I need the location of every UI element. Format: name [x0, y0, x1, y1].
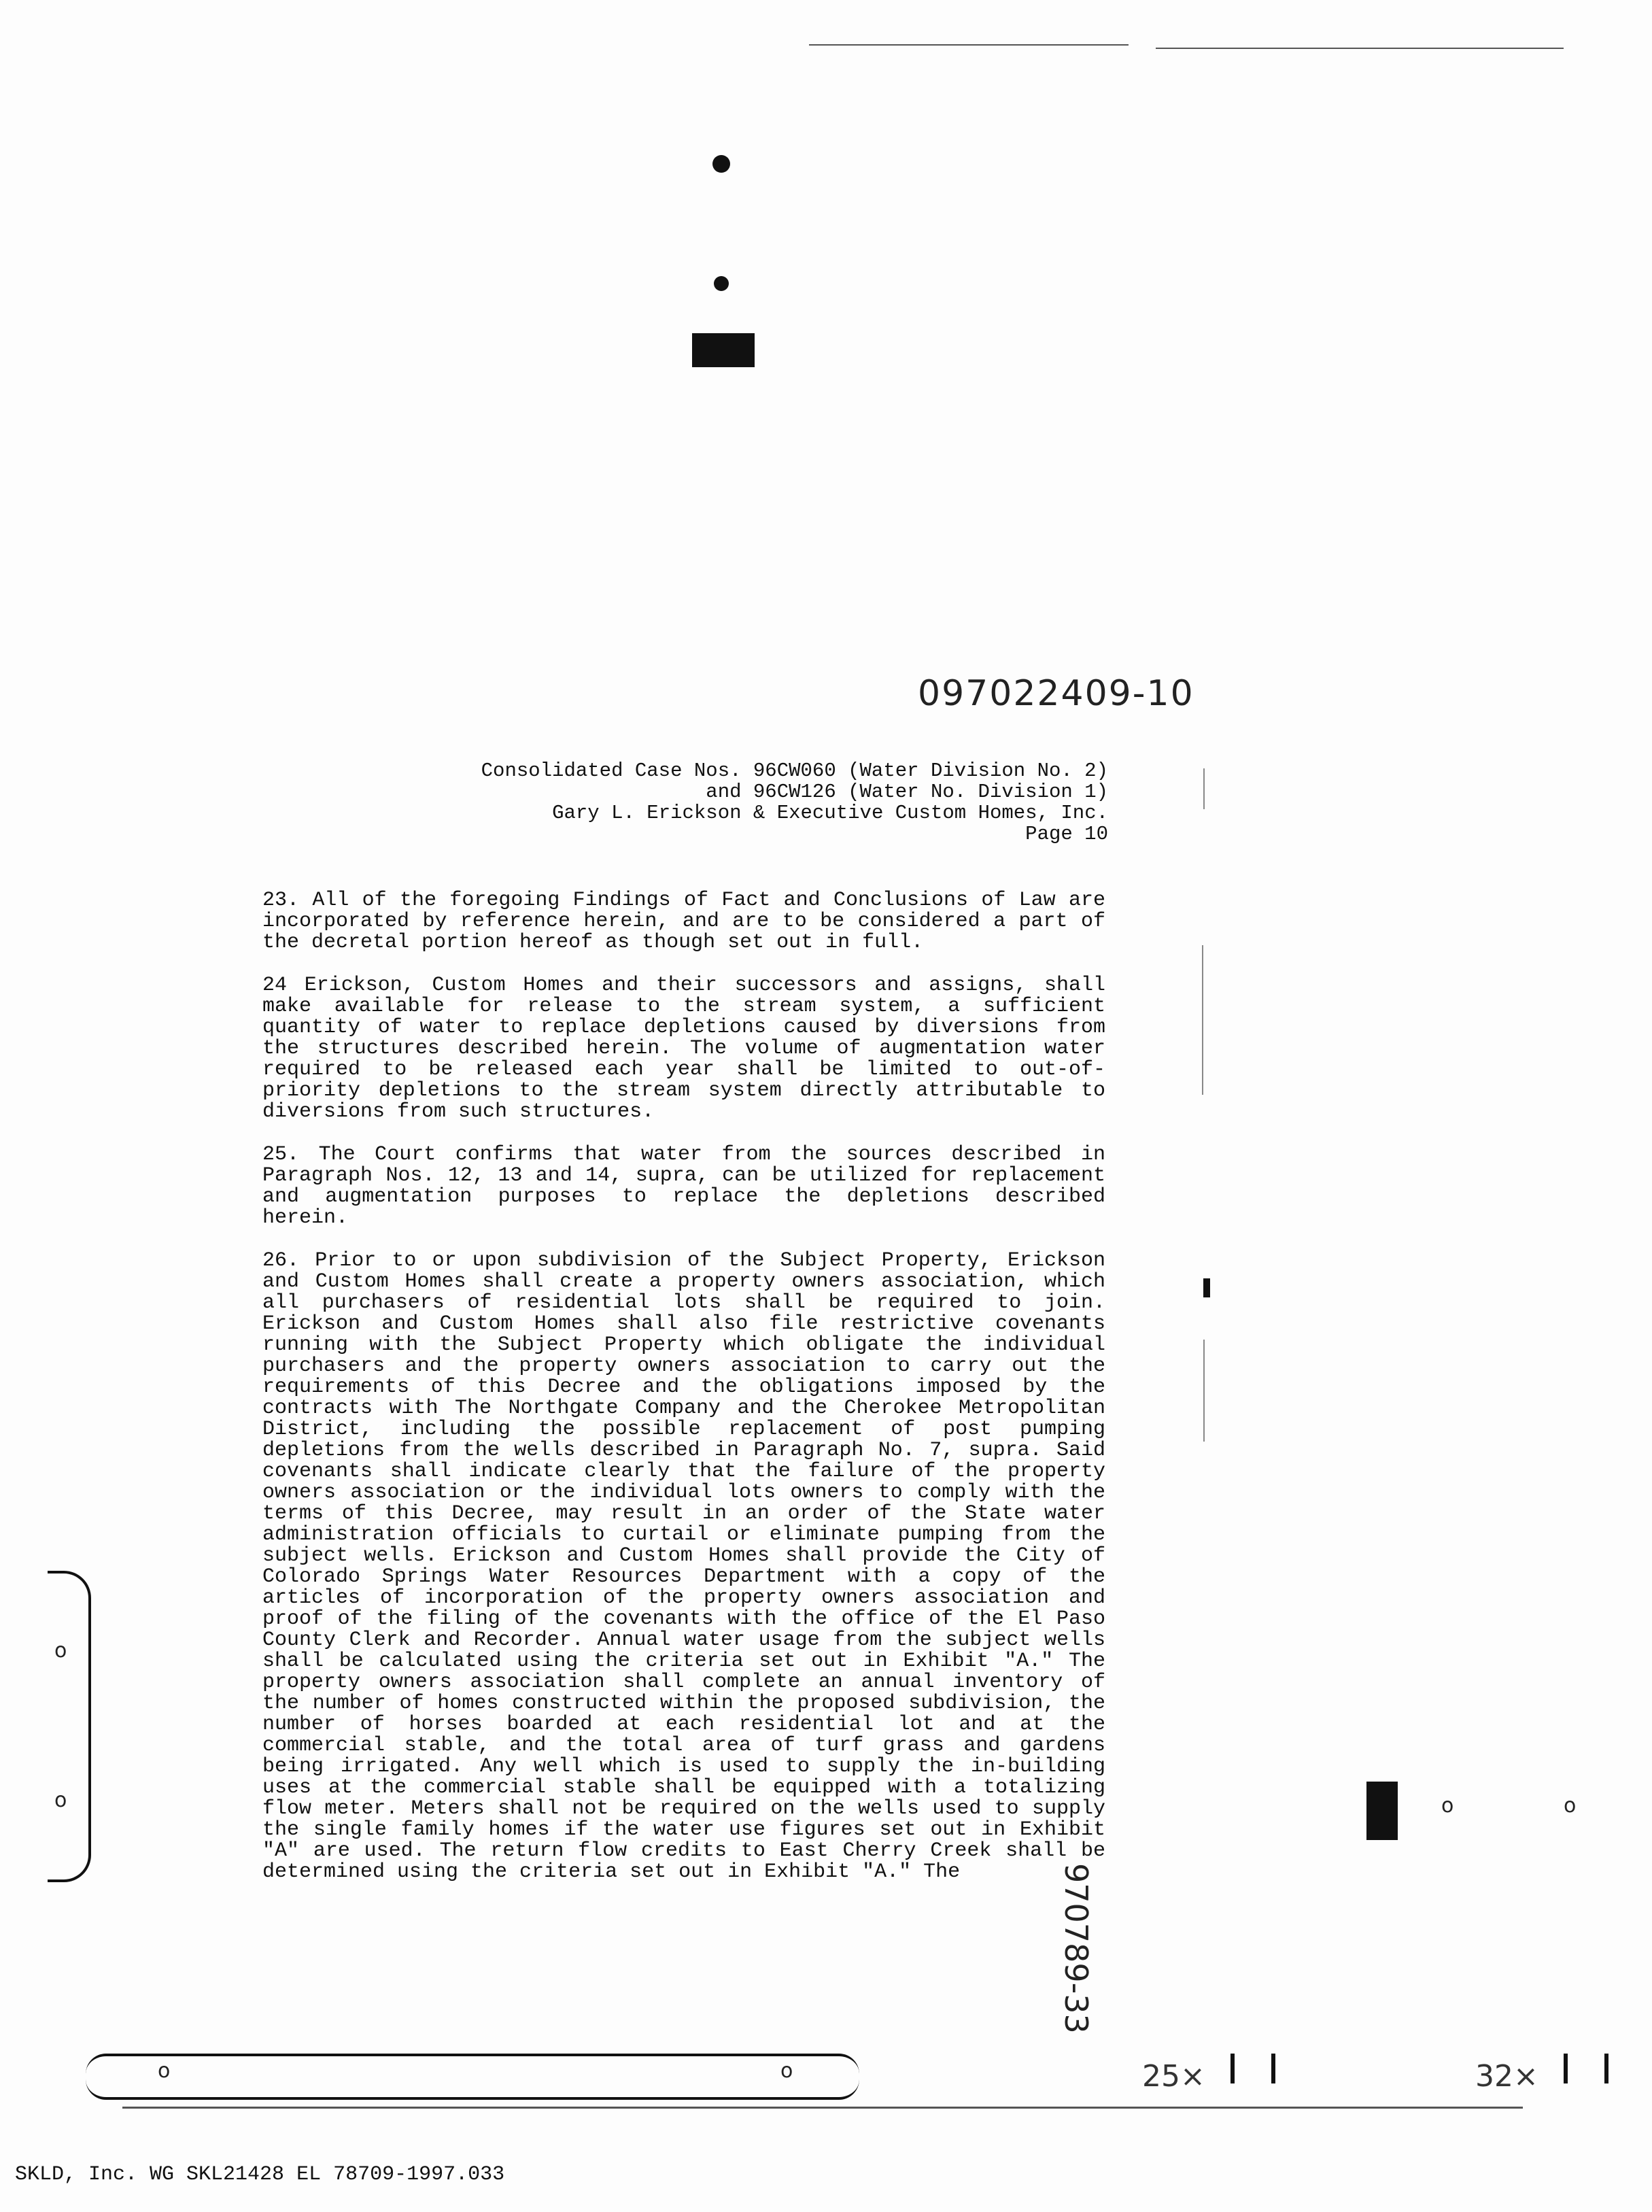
circle-mark: o	[158, 2059, 171, 2083]
scan-mark	[1271, 2054, 1275, 2083]
bottom-rule	[122, 2107, 1523, 2109]
header-line-3: Gary L. Erickson & Executive Custom Homes, Inc.	[552, 802, 1108, 824]
scan-mark	[1604, 2054, 1608, 2083]
circle-mark: o	[54, 1639, 67, 1663]
header-line-2: and 96CW126 (Water No. Division 1)	[706, 781, 1108, 803]
margin-bracket	[48, 1571, 91, 1882]
circle-mark: o	[54, 1788, 67, 1812]
redaction-block	[1366, 1782, 1398, 1840]
reduction-mark-25: 25×	[1142, 2059, 1205, 2094]
header-line-1: Consolidated Case Nos. 96CW060 (Water Division No. 2)	[481, 760, 1108, 782]
scan-mark	[1564, 2054, 1568, 2083]
paragraph-23: 23. All of the foregoing Findings of Fact and Conclusions of Law are incorporated by reference herein, and are to be considered a part of the decretal portion hereof as though set out in full.	[262, 889, 1105, 954]
circle-mark: o	[780, 2059, 793, 2083]
punch-hole	[714, 276, 729, 291]
header-page: Page 10	[1025, 823, 1108, 845]
decree-body	[262, 890, 1105, 1905]
margin-tick-line	[1203, 1340, 1205, 1442]
paragraph-26: 26. Prior to or upon subdivision of the Subject Property, Erickson and Custom Homes shall create a property owners association, which all purchasers of residential lots shall be required to join. Erickson and Custom Homes shall also file restrictive covenants running with the Subject Property which obligate the individual purchasers and the property owners association to carry out the requirements of this Decree and the obligations imposed by the contracts with The Northgate Company and the Cherokee Metropolitan District, including the possible replacement of post pumping depletions from the wells described in Paragraph No. 7, supra. Said covenants shall indicate clearly that the failure of the property owners association or the individual lots owners to comply with the terms of this Decree, may result in an order of the State water administration officials to curtail or eliminate pumping from the subject wells. Erickson and Custom Homes shall provide the City of Colorado Springs Water Resources Department with a copy of the articles of incorporation of the property owners association and proof of the filing of the covenants with the office of the El Paso County Clerk and Recorder. Annual water usage from the subject wells shall be calculated using the criteria set out in Exhibit "A." The property owners association shall complete an annual inventory of the number of homes constructed within the proposed subdivision, the number of horses boarded at each residential lot and at the commercial stable, and the total area of turf grass and gardens being irrigated. Any well which is used to supply the in-building uses at the commercial stable shall be equipped with a totalizing flow meter. Meters shall not be required on the wells used to supply the single family homes if the water use figures set out in Exhibit "A" are used. The return flow credits to East Cherry Creek shall be determined using the criteria set out in Exhibit "A." The	[262, 1249, 1105, 1884]
punch-hole	[712, 155, 730, 173]
side-stamp-number: 970789-33	[1058, 1863, 1095, 2034]
document-number: 097022409-10	[918, 673, 1194, 714]
scan-mark	[1231, 2054, 1235, 2083]
margin-tick-line	[1203, 768, 1205, 809]
circle-mark: o	[1441, 1794, 1454, 1818]
paragraph-25: 25. The Court confirms that water from the sources described in Paragraph Nos. 12, 13 and 14, supra, can be utilized for replacement and augmentation purposes to replace the depletions described herein.	[262, 1143, 1105, 1229]
circle-mark: o	[1564, 1794, 1577, 1818]
footer-id: SKLD, Inc. WG SKL21428 EL 78709-1997.033	[15, 2163, 505, 2186]
scan-artifact-line	[809, 44, 1129, 46]
scan-artifact-line	[1156, 48, 1564, 49]
film-strip-border	[86, 2054, 859, 2100]
paragraph-24: 24 Erickson, Custom Homes and their successors and assigns, shall make available for release to the stream system, a sufficient quantity of water to replace depletions caused by diversions from the structures described herein. The volume of augmentation water required to be released each year shall be limited to out-of-priority depletions to the stream system directly attributable to diversions from such structures.	[262, 974, 1105, 1123]
reduction-mark-32: 32×	[1475, 2059, 1538, 2094]
case-header	[381, 760, 1108, 845]
scan-mark	[1203, 1278, 1210, 1297]
margin-tick-line	[1202, 945, 1203, 1095]
redaction-block	[692, 333, 755, 367]
